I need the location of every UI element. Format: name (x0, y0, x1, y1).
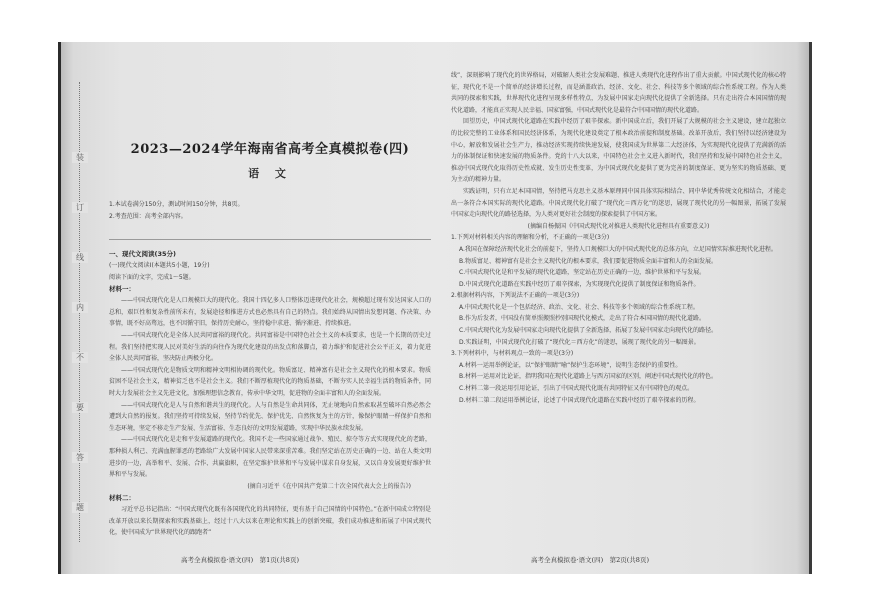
material-paragraph: ——中国式现代化是人与自然和谐共生的现代化。人与自然是生命共同体，无止境地向自然索取甚至破坏自然必然会遭到大自然的报复。我们坚持可持续发展，坚持节约优先、保护优先、自然恢复为主的方针，像保护眼睛一样保护自然和生态环境，坚定不移走生产发展、生活富裕、生态良好的文明发展道路，实现中华民族永续发展。 (109, 401, 431, 432)
binding-char: 不 (72, 352, 88, 363)
binding-char: 答 (72, 452, 88, 463)
material-paragraph: ——中国式现代化是全体人民共同富裕的现代化。共同富裕是中国特色社会主义的本质要求，也是一个长期的历史过程。我们坚持把实现人民对美好生活的向往作为现代化建设的出发点和落脚点，着力维护和促进社会公平正义，着力促进全体人民共同富裕，坚决防止两极分化。 (109, 331, 431, 363)
binding-char: 订 (72, 202, 88, 213)
right-page-footer: 高考全真模拟卷·语文(四) 第2页(共8页) (531, 556, 649, 564)
material-paragraph: 回望历史，中国式现代化道路在实践中经历了艰辛探索。新中国成立后，我们开展了大规模的社会主义建设，建立起独立的比较完整的工业体系和国民经济体系，为现代化建设奠定了根本政治前提和制度基础。改革开放后，我们坚持以经济建设为中心，解放和发展社会生产力，推动经济实现持续快速发展，使我国成为世界第二大经济体，为实现现代化提供了充满新的活力的体制保证和快速发展的物质条件。党的十八大以来，中国特色社会主义进入新时代，我们坚持和发展中国特色社会主义，推动中国式现代化取得历史性成就、发生历史性变革，为中国式现代化提供了更为完善的制度保证、更为坚实的物质基础、更为主动的精神力量。 (451, 118, 786, 184)
question-option: B.作为后发者，中国没有简单照搬照抄别国现代化模式，走出了符合本国国情的现代化道路。 (459, 315, 706, 323)
binding-char: 装 (72, 152, 88, 163)
question-option: A.我国在保障经济现代化社会的前提下，坚持人口规模巨大的中国式现代化的总体方向，立足国情实际推进现代化进程。 (459, 245, 777, 253)
scanned-exam-sheet (58, 42, 812, 574)
material1-source: (摘自习近平《在中国共产党第二十次全国代表大会上的报告》) (247, 482, 411, 490)
material-paragraph: ——中国式现代化是物质文明和精神文明相协调的现代化。物质富足、精神富有是社会主义现代化的根本要求。物质贫困不是社会主义，精神贫乏也不是社会主义。我们不断厚植现代化的物质基础，不断夯实人民幸福生活的物质条件，同时大力发展社会主义先进文化，加强理想信念教育，传承中华文明，促进物的全面丰富和人的全面发展。 (109, 366, 431, 397)
binding-char: 题 (72, 502, 88, 513)
question-stem: 1.下列对材料相关内容的理解和分析，不正确的一项是(3分) (451, 234, 610, 242)
question-option: B.物质富足、精神富有是社会主义现代化的根本要求，我们要促进物质全面丰富和人的全面发展。 (459, 257, 718, 265)
scan-edge-shadow-right (797, 42, 809, 574)
material2-label: 材料二： (109, 494, 135, 503)
binding-char: 内 (72, 302, 88, 313)
binding-char: 线 (72, 252, 88, 263)
question-option: C.材料二第一段运用引用论证，引出了中国式现代化既有共同特征又有中国特色的观点。 (459, 385, 694, 393)
question-option: A.中国式现代化是一个包括经济、政治、文化、社会、科技等多个领域的综合性系统工程。 (459, 303, 699, 311)
exam-notes (109, 199, 431, 223)
question-stem: 3.下列材料中，与材料观点一致的一项是(3分) (451, 350, 574, 358)
question-option: D.实践证明，中国式现代化打破了“现代化＝西方化”的迷思，展现了现代化的另一幅图景。 (459, 338, 700, 346)
question-option: C.中国式现代化为发展中国家走向现代化提供了全新选择，拓展了发展中国家走向现代化的路径。 (459, 327, 718, 335)
material-paragraph: ——中国式现代化是人口规模巨大的现代化。我国十四亿多人口整体迈进现代化社会，规模超过现有发达国家人口的总和，艰巨性和复杂性前所未有，发展途径和推进方式也必然具有自己的特点。我们始终从国情出发想问题、作决策、办事情，既不好高骛远，也不因循守旧，保持历史耐心，坚持稳中求进、循序渐进、持续推进。 (109, 297, 431, 328)
material2-source: (摘编自杨振国《中国式现代化对推进人类现代化进程具有重要意义》) (527, 222, 710, 230)
subsection-heading: (一)现代文阅读Ⅰ(本题共5小题，19分) (109, 262, 210, 269)
binding-char: 要 (72, 402, 88, 413)
material-paragraph: 线”，深刻影响了现代化的世界格局，对破解人类社会发展难题、推进人类现代化进程作出了重大贡献。中国式现代化的核心特征，现代化不是一个简单的经济增长过程，而是涵盖政治、经济、文化、社会、科技等多个领域的综合性系统工程。作为人类共同的探索和实践，世界现代化进程呈现多样性特点，为发展中国家走向现代化提供了全新选择。只有走出符合本国国情的现代化道路，才能真正实现人民幸福、国家富强，中国式现代化是最符合中国国情的现代化道路。 (451, 72, 786, 114)
material-paragraph: 习近平总书记指出：“中国式现代化既有各国现代化的共同特征，更有基于自己国情的中国特色。”在新中国成立特别是改革开放以来长期探索和实践基础上，经过十八大以来在理论和实践上的创新突破，我们成功推进和拓展了中国式现代化，使中国成为“世界现代化的跟跑者” (109, 506, 431, 537)
right-page (451, 70, 786, 406)
question-option: A.材料一运用举例论证，以“保护眼睛”喻“保护生态环境”，说明生态保护的重要性。 (459, 361, 682, 369)
material-paragraph: ——中国式现代化是走和平发展道路的现代化。我国不走一些国家通过战争、殖民、掠夺等方式实现现代化的老路，那种损人利己、充满血腥罪恶的老路给广大发展中国家人民带来深重苦难。我们坚定站在历史正确的一边、站在人类文明进步的一边，高举和平、发展、合作、共赢旗帜，在坚定维护世界和平与发展中谋求自身发展，又以自身发展更好维护世界和平与发展。 (109, 436, 431, 479)
left-page (109, 70, 431, 539)
question-stem: 2.根据材料内容，下列说法不正确的一项是(3分) (451, 292, 580, 300)
note-item: 1.本试卷满分150分，测试时间150分钟，共8页。 (109, 201, 244, 208)
question-option: D.材料二第二段运用举例论证，论述了中国式现代化道路在实践中经历了艰辛探索的历程。 (459, 396, 700, 404)
divider (109, 239, 431, 240)
question-option: B.材料一运用对比论证，指明我国在现代化道路上与西方国家的区别，阐述中国式现代化的特色。 (459, 373, 718, 381)
note-item: 2.考查范围：高考全部内容。 (109, 213, 187, 220)
exam-subject: 语 文 (248, 167, 292, 180)
exam-title: 2023—2024学年海南省高考全真模拟卷(四) (130, 142, 410, 157)
question-option: D.中国式现代化道路在实践中经历了艰辛探索，为实现现代化提供了制度保证和物质条件。 (459, 280, 700, 288)
material1-label: 材料一： (109, 285, 135, 294)
reading-instruction: 阅读下面的文字，完成1～5题。 (109, 273, 195, 281)
left-page-footer: 高考全真模拟卷·语文(四) 第1页(共8页) (181, 556, 299, 564)
material-paragraph: 实践证明，只有立足本国国情，坚持把马克思主义基本原理同中国具体实际相结合、同中华优秀传统文化相结合，才能走出一条符合本国实际的现代化道路。中国式现代化打破了“现代化＝西方化”的迷思，展现了现代化的另一幅图景，拓展了发展中国家走向现代化的路径选择，为人类对更好社会制度的探索提供了中国方案。 (451, 187, 786, 219)
question-option: C.中国式现代化是和平发展的现代化道路，坚定站在历史正确的一边，维护世界和平与发展。 (459, 269, 706, 277)
binding-line (69, 82, 91, 542)
section-heading: 一、现代文阅读(35分) (109, 250, 176, 258)
